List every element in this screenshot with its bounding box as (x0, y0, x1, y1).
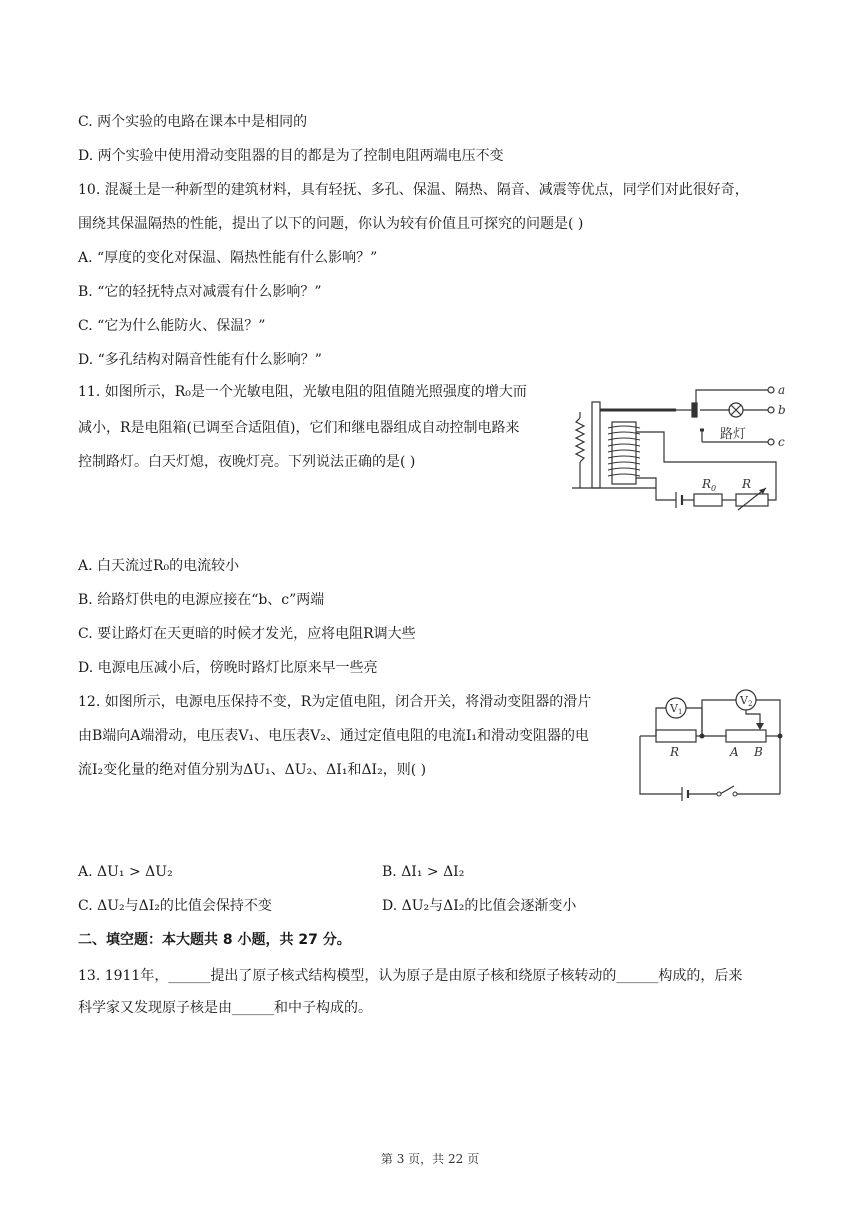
question-13-line1: 13. 1911年，______提出了原子核式结构模型，认为原子是由原子核和绕原子核转动的______构成的，后来 (78, 968, 743, 984)
question-11-line1: 11. 如图所示，R₀是一个光敏电阻，光敏电阻的阻值随光照强度的增大而 (78, 384, 527, 400)
question-12-line3: 流I₂变化量的绝对值分别为ΔU₁、ΔU₂、ΔI₁和ΔI₂，则( ) (78, 762, 427, 778)
question-11-line2: 减小，R是电阻箱(已调至合适阻值)，它们和继电器组成自动控制电路来 (78, 420, 520, 436)
terminal-b-label: b (778, 403, 786, 417)
section-title-fill-in: 二、填空题：本大题共 8 小题，共 27 分。 (78, 932, 351, 948)
option-10c: C. “它为什么能防火、保温？” (78, 318, 266, 334)
question-11-line3: 控制路灯。白天灯熄，夜晚灯亮。下列说法正确的是( ) (78, 454, 416, 470)
option-11a: A. 白天流过R₀的电流较小 (78, 558, 240, 574)
fixed-resistor-label: R (670, 745, 680, 759)
end-a-label: A (730, 745, 739, 759)
option-9d: D. 两个实验中使用滑动变阻器的目的都是为了控制电阻两端电压不变 (78, 148, 504, 164)
relay-circuit-diagram (568, 378, 788, 512)
voltmeter-v2-label: V2 (740, 694, 753, 708)
option-11c: C. 要让路灯在天更暗的时候才发光，应将电阻R调大些 (78, 626, 416, 642)
option-12c: C. ΔU₂与ΔI₂的比值会保持不变 (78, 898, 272, 914)
question-12-line1: 12. 如图所示，电源电压保持不变，R为定值电阻，闭合开关，将滑动变阻器的滑片 (78, 694, 592, 710)
option-10a: A. “厚度的变化对保温、隔热性能有什么影响？” (78, 250, 378, 266)
end-b-label: B (754, 745, 763, 759)
rheostat-label: R (742, 477, 752, 491)
option-12b: B. ΔI₁ > ΔI₂ (382, 864, 465, 880)
option-9c: C. 两个实验的电路在课本中是相同的 (78, 114, 308, 130)
terminal-a-label: a (778, 383, 786, 397)
option-10d: D. “多孔结构对隔音性能有什么影响？” (78, 352, 322, 368)
option-12a: A. ΔU₁ > ΔU₂ (78, 864, 173, 880)
street-lamp-label: 路灯 (720, 427, 747, 442)
option-12d: D. ΔU₂与ΔI₂的比值会逐渐变小 (382, 898, 577, 914)
r0-label: $R_0$ (702, 477, 717, 493)
voltmeter-v1-label: V1 (670, 702, 683, 716)
page-footer: 第 3 页，共 22 页 (380, 1152, 480, 1166)
terminal-c-label: c (778, 435, 785, 449)
question-12-line2: 由B端向A端滑动，电压表V₁、电压表V₂、通过定值电阻的电流I₁和滑动变阻器的电 (78, 728, 589, 744)
voltmeter-circuit-diagram (636, 684, 786, 804)
option-10b: B. “它的轻抚特点对减震有什么影响？” (78, 284, 322, 300)
option-11d: D. 电源电压减小后，傍晚时路灯比原来早一些亮 (78, 660, 378, 676)
question-10-line2: 围绕其保温隔热的性能，提出了以下的问题，你认为较有价值且可探究的问题是( ) (78, 216, 584, 232)
question-13-line2: 科学家又发现原子核是由______和中子构成的。 (78, 1000, 372, 1016)
question-10-line1: 10. 混凝土是一种新型的建筑材料，具有轻抚、多孔、保温、隔热、隔音、减震等优点，同学们对此很好奇， (78, 182, 749, 198)
option-11b: B. 给路灯供电的电源应接在“b、c”两端 (78, 592, 325, 608)
